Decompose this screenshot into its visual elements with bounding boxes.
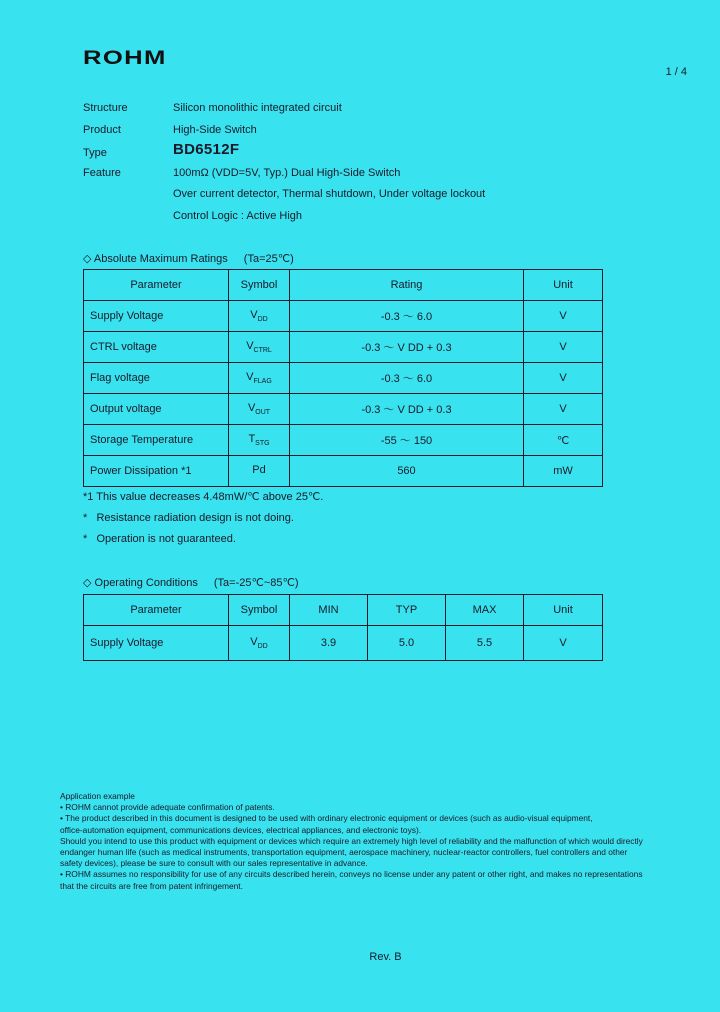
unit-cell: V: [524, 394, 603, 425]
param-cell: Output voltage: [84, 394, 229, 425]
rohm-logo: ROHM: [83, 48, 167, 69]
symbol-cell: $T_{STG}$: [229, 425, 290, 456]
spec-label-type: Type: [83, 147, 107, 159]
rating-cell: -0.3 ～ V DD + 0.3: [290, 394, 524, 425]
unit-cell: ℃: [524, 425, 603, 456]
table-header-row: [84, 270, 603, 301]
param-cell: Supply Voltage: [84, 626, 229, 661]
table-row: [84, 626, 603, 661]
symbol-cell: $V_{CTRL}$: [229, 332, 290, 363]
col-header-unit: Unit: [524, 270, 603, 301]
spec-label-feature: Feature: [83, 167, 121, 179]
col-header-symbol: Symbol: [229, 270, 290, 301]
param-cell: Flag voltage: [84, 363, 229, 394]
symbol-cell: $V_{DD}$: [229, 626, 290, 661]
spec-label-structure: Structure: [83, 102, 128, 114]
unit-cell: V: [524, 301, 603, 332]
col-header-parameter: Parameter: [84, 270, 229, 301]
abs-max-table: [83, 269, 603, 487]
col-header-max: MAX: [446, 595, 524, 626]
fine-print-line: safety devices), please be sure to consult with our sales representative in advance.: [60, 858, 368, 869]
typ-cell: 5.0: [368, 626, 446, 661]
table-row: [84, 301, 603, 332]
param-cell: Storage Temperature: [84, 425, 229, 456]
op-cond-table: [83, 594, 603, 661]
spec-label-product: Product: [83, 124, 121, 136]
fine-print-title: Application example: [60, 791, 135, 801]
fine-print-line: endanger human life (such as medical instruments, transportation equipment, aerospace machinery, nuclear-reactor controllers, fuel controllers and other: [60, 847, 628, 858]
fine-print: [60, 791, 665, 892]
unit-cell: V: [524, 363, 603, 394]
note-1: *1 This value decreases 4.48mW/℃ above 25℃.: [83, 491, 324, 503]
rating-cell: 560: [290, 456, 524, 487]
col-header-symbol: Symbol: [229, 595, 290, 626]
param-cell: CTRL voltage: [84, 332, 229, 363]
page-number: 1 / 4: [665, 66, 687, 78]
spec-value-feature-3: Control Logic : Active High: [173, 210, 303, 222]
col-header-typ: TYP: [368, 595, 446, 626]
rating-cell: -0.3 ～ V DD + 0.3: [290, 332, 524, 363]
col-header-unit: Unit: [524, 595, 603, 626]
spec-value-structure: Silicon monolithic integrated circuit: [173, 102, 342, 114]
table-row: [84, 425, 603, 456]
unit-cell: V: [524, 626, 603, 661]
note-3: * Operation is not guaranteed.: [83, 533, 236, 545]
table-row: [84, 394, 603, 425]
table-row: [84, 456, 603, 487]
symbol-cell: $V_{DD}$: [229, 301, 290, 332]
rating-cell: -55 ～ 150: [290, 425, 524, 456]
unit-cell: V: [524, 332, 603, 363]
revision-label: Rev. B: [369, 951, 402, 963]
param-cell: Supply Voltage: [84, 301, 229, 332]
col-header-parameter: Parameter: [84, 595, 229, 626]
col-header-rating: Rating: [290, 270, 524, 301]
table-row: [84, 332, 603, 363]
fine-print-line: • ROHM cannot provide adequate confirmation of patents.: [60, 802, 275, 813]
table-header-row: [84, 595, 603, 626]
spec-value-feature-1: 100mΩ (VDD=5V, Typ.) Dual High-Side Switch: [173, 167, 401, 179]
max-cell: 5.5: [446, 626, 524, 661]
note-2: * Resistance radiation design is not doing.: [83, 512, 294, 524]
op-cond-heading: ◇ Operating Conditions (Ta=-25℃~85℃): [83, 577, 299, 589]
spec-value-feature-2: Over current detector, Thermal shutdown, Under voltage lockout: [173, 188, 486, 200]
fine-print-line: • The product described in this document is designed to be used with ordinary electronic equipment or devices (such as audio-visual equipment,: [60, 813, 593, 824]
abs-max-heading: ◇ Absolute Maximum Ratings (Ta=25℃): [83, 253, 294, 265]
symbol-cell: $V_{FLAG}$: [229, 363, 290, 394]
min-cell: 3.9: [290, 626, 368, 661]
unit-cell: mW: [524, 456, 603, 487]
table-row: [84, 363, 603, 394]
rating-cell: -0.3 ～ 6.0: [290, 363, 524, 394]
spec-value-type: BD6512F: [173, 141, 240, 158]
rating-cell: -0.3 ～ 6.0: [290, 301, 524, 332]
symbol-cell: $V_{OUT}$: [229, 394, 290, 425]
fine-print-line: • ROHM assumes no responsibility for use of any circuits described herein, conveys no license under any patent or other right, and makes no representations: [60, 869, 643, 880]
param-cell: Power Dissipation *1: [84, 456, 229, 487]
spec-value-product: High-Side Switch: [173, 124, 257, 136]
fine-print-line: Should you intend to use this product with equipment or devices which require an extremely high level of reliability and the malfunction of which would directly: [60, 835, 643, 846]
symbol-cell: Pd: [229, 456, 290, 487]
col-header-min: MIN: [290, 595, 368, 626]
fine-print-line: that the circuits are free from patent infringement.: [60, 880, 243, 891]
fine-print-line: office-automation equipment, communications devices, electrical appliances, and electronic toys).: [60, 824, 422, 835]
